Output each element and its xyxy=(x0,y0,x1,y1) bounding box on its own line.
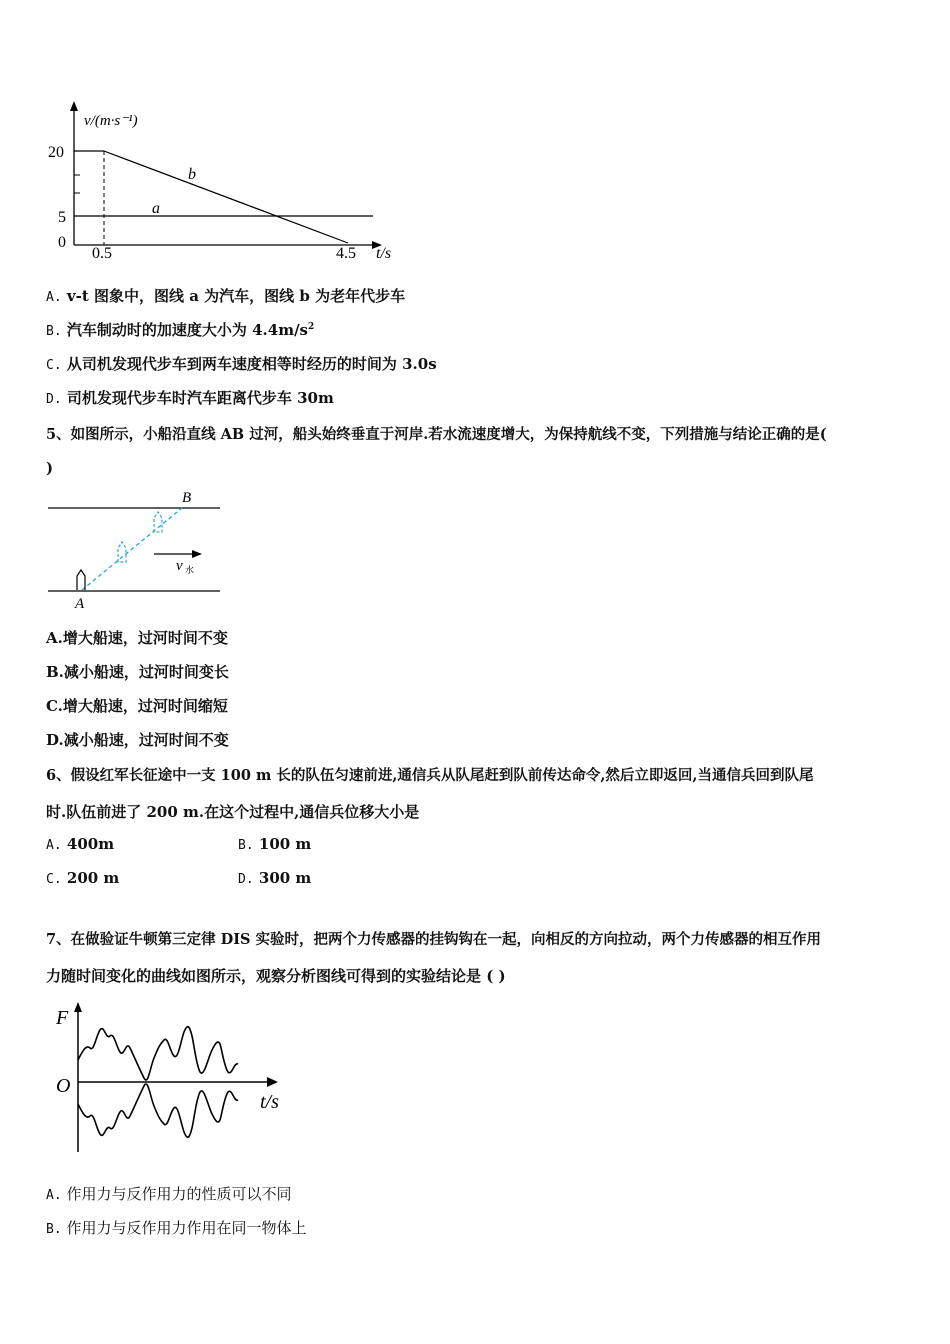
option-text: 200 m xyxy=(66,869,120,887)
q6-stem-line1: 6、假设红军长征途中一支 100 m 长的队伍匀速前进,通信兵从队尾赶到队前传达命令,然后立即返回,当通信兵回到队尾 xyxy=(46,767,814,784)
q7-stem-line2: 力随时间变化的曲线如图所示，观察分析图线可得到的实验结论是 ( ) xyxy=(46,967,506,985)
arrowhead-icon xyxy=(192,550,202,558)
vt-xtick-0.5: 0.5 xyxy=(92,245,112,262)
option-sup: 2 xyxy=(308,322,315,332)
path-ab xyxy=(82,508,182,590)
vt-y-arrow xyxy=(70,101,78,111)
q7-option-a xyxy=(46,1183,291,1204)
ft-ylabel: F xyxy=(56,1007,69,1029)
label-v: v xyxy=(176,558,183,574)
option-text: 汽车制动时的加速度大小为 4.4m/s xyxy=(66,321,309,339)
vt-label-b: b xyxy=(188,166,196,183)
option-text: 300 m xyxy=(258,869,312,887)
option-label: B. xyxy=(46,324,62,339)
q6-option-a xyxy=(46,835,114,853)
vt-xlabel: t/s xyxy=(376,245,392,262)
option-text: 100 m xyxy=(258,835,312,853)
vt-ytick-5: 5 xyxy=(58,209,66,226)
boat-ghost-icon xyxy=(154,512,162,532)
option-text: 作用力与反作用力作用在同一物体上 xyxy=(66,1219,307,1237)
q7-stem-line1: 7、在做验证牛顿第三定律 DIS 实验时，把两个力传感器的挂钩钩在一起，向相反的方向拉动，两个力传感器的相互作用 xyxy=(46,931,822,948)
q6-option-d xyxy=(238,869,311,887)
q5-stem-line2: ) xyxy=(46,459,54,477)
q5-option-c: C.增大船速，过河时间缩短 xyxy=(46,697,228,715)
ft-y-arrow xyxy=(74,1002,82,1012)
label-a: A xyxy=(75,596,85,612)
vt-label-a: a xyxy=(152,200,160,217)
label-v-sub: 水 xyxy=(185,565,195,575)
q5-option-a: A.增大船速，过河时间不变 xyxy=(46,629,228,647)
option-label: A. xyxy=(46,1188,62,1203)
ft-curve-upper xyxy=(78,1027,238,1080)
ft-xlabel: t/s xyxy=(260,1091,279,1113)
boat-a-icon xyxy=(77,570,85,590)
option-label: B. xyxy=(46,1222,62,1237)
vt-xtick-4.5: 4.5 xyxy=(336,245,356,262)
boat-figure xyxy=(44,486,224,614)
option-label: A. xyxy=(46,290,62,305)
option-text: 从司机发现代步车到两车速度相等时经历的时间为 3.0s xyxy=(66,355,437,373)
q5-option-d: D.减小船速，过河时间不变 xyxy=(46,731,229,749)
option-label: D. xyxy=(238,872,254,887)
ft-origin: O xyxy=(56,1075,71,1097)
option-label: A. xyxy=(46,838,62,853)
q4-option-b xyxy=(46,319,314,340)
force-time-graph xyxy=(50,1000,290,1160)
q4-option-a xyxy=(46,285,405,306)
vt-ylabel: v/(m·s⁻¹) xyxy=(84,113,138,129)
option-text: 司机发现代步车时汽车距离代步车 30m xyxy=(66,389,334,407)
option-text: 400m xyxy=(66,835,115,853)
q6-option-b xyxy=(238,835,311,853)
q5-stem-line1: 5、如图所示，小船沿直线 AB 过河，船头始终垂直于河岸.若水流速度增大，为保持航线不变，下列措施与结论正确的是( xyxy=(46,426,827,443)
q7-option-b xyxy=(46,1217,306,1238)
q5-option-b: B.减小船速，过河时间变长 xyxy=(46,663,229,681)
option-label: C. xyxy=(46,872,62,887)
vt-ytick-0: 0 xyxy=(58,234,66,251)
q6-stem-line2: 时.队伍前进了 200 m.在这个过程中,通信兵位移大小是 xyxy=(46,803,420,821)
option-text: v-t 图象中，图线 a 为汽车，图线 b 为老年代步车 xyxy=(66,287,406,305)
option-label: D. xyxy=(46,392,62,407)
option-label: B. xyxy=(238,838,254,853)
boat-ghost-icon xyxy=(118,542,126,562)
ft-x-arrow xyxy=(267,1077,278,1087)
label-b: B xyxy=(182,490,192,506)
q6-option-c xyxy=(46,869,119,887)
ft-curve-lower xyxy=(78,1084,238,1137)
option-label: C. xyxy=(46,358,62,373)
vt-graph xyxy=(40,95,410,265)
option-text: 作用力与反作用力的性质可以不同 xyxy=(66,1185,292,1203)
vt-ytick-20: 20 xyxy=(48,144,64,161)
q4-option-d xyxy=(46,387,334,408)
q4-option-c xyxy=(46,353,437,374)
vt-line-b xyxy=(104,151,348,243)
